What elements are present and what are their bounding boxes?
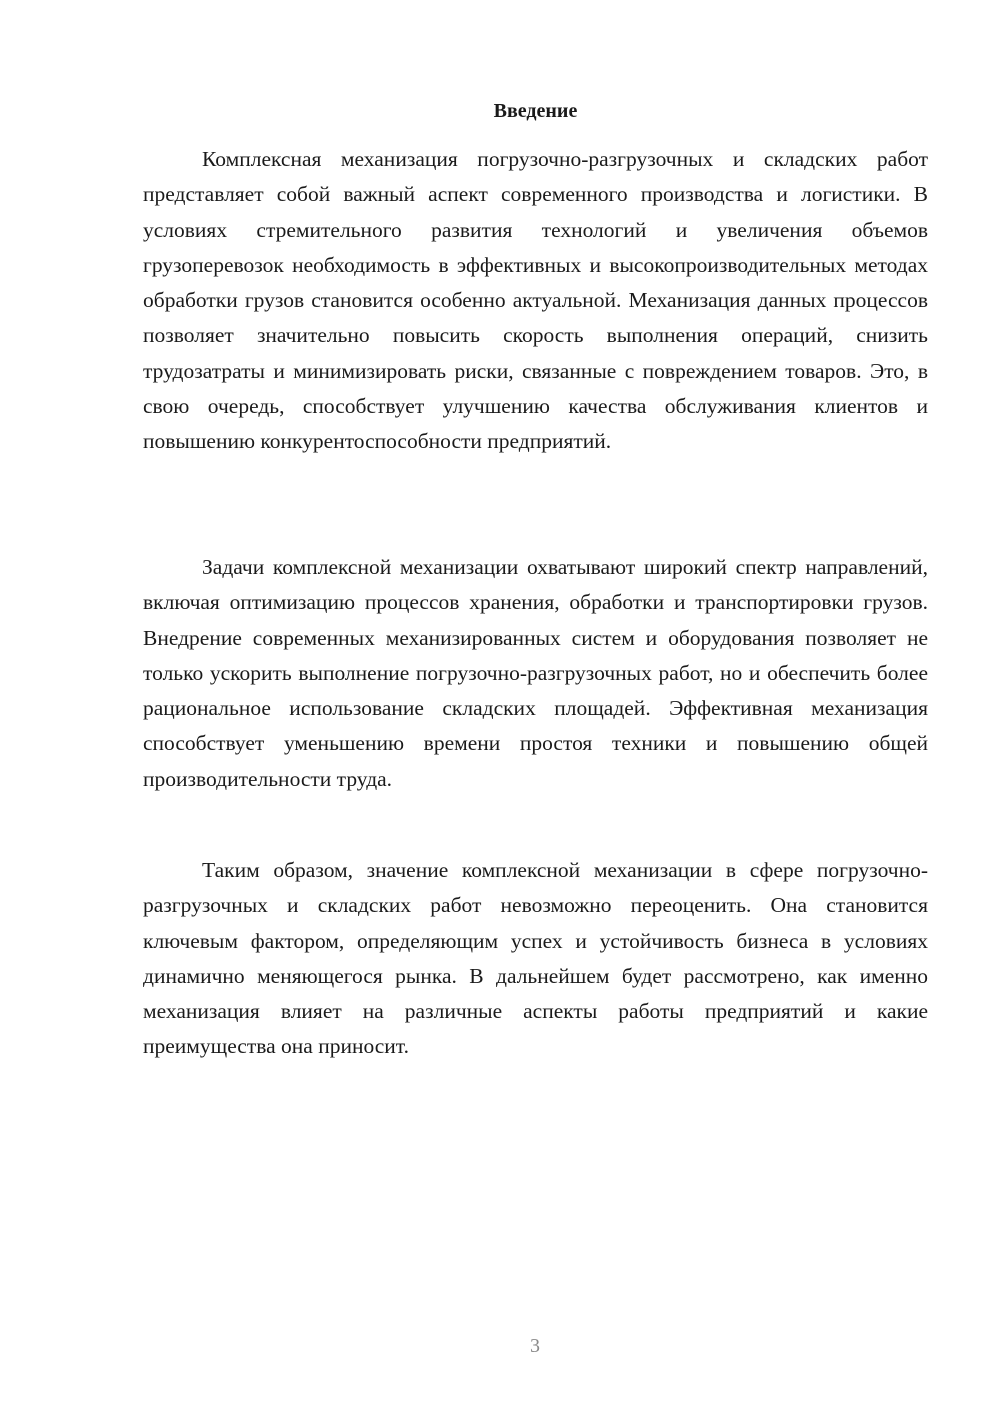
paragraph-conclusion: Таким образом, значение комплексной механизации в сфере погрузочно-разгрузочных и складских работ невозможно переоценить. Она становится ключевым фактором, определяющим успех и устойчивость бизнеса в условиях динамично меняющегося рынка. В дальнейшем будет рассмотрено, как именно механизация влияет на различные аспекты работы предприятий и какие преимущества она приносит. — [143, 858, 928, 1059]
section-title: Введение — [493, 100, 578, 122]
paragraph-tasks: Задачи комплексной механизации охватывают широкий спектр направлений, включая оптимизацию процессов хранения, обработки и транспортировки грузов. Внедрение современных механизированных систем и оборудования позволяет не только ускорить выполнение погрузочно-разгрузочных работ, но и обеспечить более рациональное использование складских площадей. Эффективная механизация способствует уменьшению времени простоя техники и повышению общей производительности труда. — [143, 555, 928, 791]
paragraph-intro: Комплексная механизация погрузочно-разгрузочных и складских работ представляет собой важный аспект современного производства и логистики. В условиях стремительного развития технологий и увеличения объемов грузоперевозок необходимость в эффективных и высокопроизводительных методах обработки грузов становится особенно актуальной. Механизация данных процессов позволяет значительно повысить скорость выполнения операций, снизить трудозатраты и минимизировать риски, связанные с повреждением товаров. Это, в свою очередь, способствует улучшению качества обслуживания клиентов и повышению конкурентоспособности предприятий. — [143, 147, 928, 454]
page-number: 3 — [530, 1335, 540, 1357]
